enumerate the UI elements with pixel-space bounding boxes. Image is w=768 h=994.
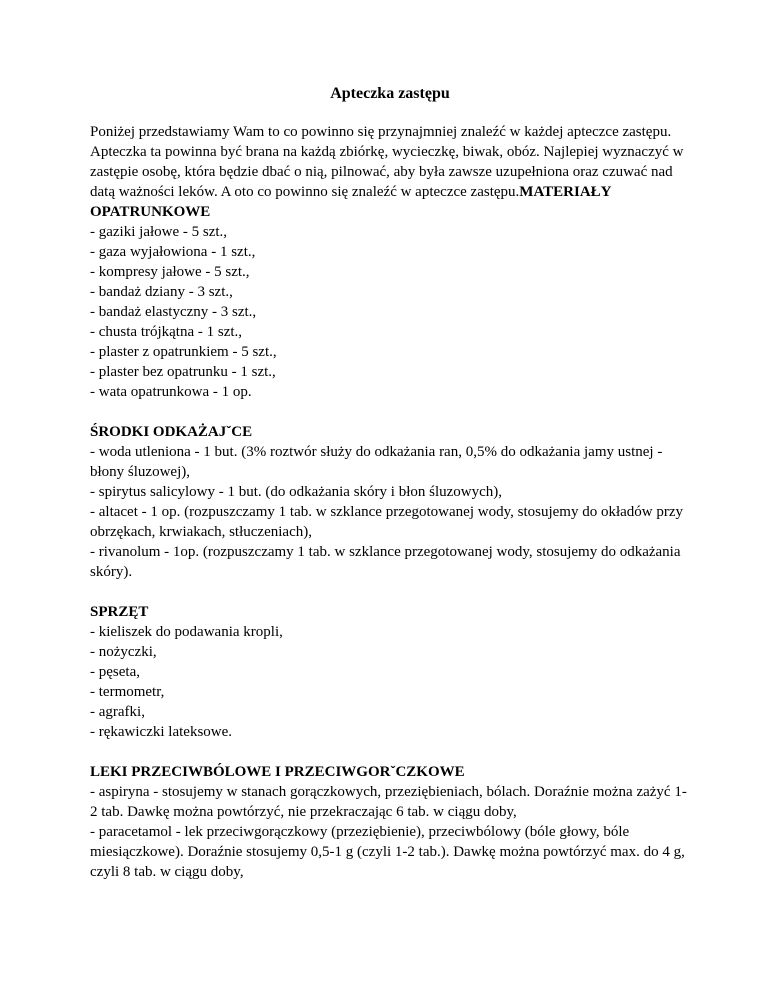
list-item: - woda utleniona - 1 but. (3% roztwór służy do odkażania ran, 0,5% do odkażania jamy ustnej - błony śluzowej),: [90, 444, 663, 480]
list-item: - bandaż dziany - 3 szt.,: [90, 284, 233, 300]
list-item: - rękawiczki lateksowe.: [90, 724, 233, 740]
list-item: - kompresy jałowe - 5 szt.,: [90, 264, 250, 280]
list-item: - rivanolum - 1op. (rozpuszczamy 1 tab. w szklance przegotowanej wody, stosujemy do odkażania skóry).: [90, 544, 681, 580]
list-item: - altacet - 1 op. (rozpuszczamy 1 tab. w szklance przegotowanej wody, stosujemy do okładów przy obrzękach, krwiakach, stłuczeniach),: [90, 504, 683, 540]
intro-paragraph: [90, 122, 690, 222]
list-item: - plaster bez opatrunku - 1 szt.,: [90, 364, 276, 380]
list-item: - gaziki jałowe - 5 szt.,: [90, 224, 228, 240]
page-title: Apteczka zastępu: [330, 85, 450, 102]
heading-disinfectants: ŚRODKI ODKAŻAJˇCE: [90, 424, 253, 440]
painkillers-list: [90, 782, 690, 882]
disinfectants-list: [90, 442, 690, 582]
list-item: - termometr,: [90, 684, 165, 700]
intro-text: Poniżej przedstawiamy Wam to co powinno się przynajmniej znaleźć w każdej apteczce zastępu. Apteczka ta powinna być brana na każdą zbiórkę, wycieczkę, biwak, obóz. Najlepiej wyznaczyć w zastępie osobę, która będzie dbać o nią, pilnować, aby była zawsze uzupełniona oraz czuwać nad datą ważności leków. A oto co powinno się znaleźć w apteczce zastępu.: [90, 124, 684, 200]
list-item: - plaster z opatrunkiem - 5 szt.,: [90, 344, 277, 360]
list-item: - agrafki,: [90, 704, 145, 720]
list-item: - kieliszek do podawania kropli,: [90, 624, 283, 640]
list-item: - gaza wyjałowiona - 1 szt.,: [90, 244, 256, 260]
heading-equipment: SPRZĘT: [90, 604, 149, 620]
list-item: - aspiryna - stosujemy w stanach gorączkowych, przeziębieniach, bólach. Doraźnie można zażyć 1-2 tab. Dawkę można powtórzyć, nie przekraczając 6 tab. w ciągu doby,: [90, 784, 687, 820]
heading-materials: MATERIAŁY OPATRUNKOWE: [90, 184, 611, 220]
equipment-list: [90, 622, 690, 742]
list-item: - paracetamol - lek przeciwgorączkowy (przeziębienie), przeciwbólowy (bóle głowy, bóle miesiączkowe). Doraźnie stosujemy 0,5-1 g (czyli 1-2 tab.). Dawkę można powtórzyć max. do 4 g, czyli 8 tab. w ciągu doby,: [90, 824, 685, 880]
document-content: [90, 82, 690, 882]
list-item: - bandaż elastyczny - 3 szt.,: [90, 304, 257, 320]
list-item: - spirytus salicylowy - 1 but. (do odkażania skóry i błon śluzowych),: [90, 484, 503, 500]
materials-list: [90, 222, 690, 402]
list-item: - nożyczki,: [90, 644, 157, 660]
list-item: - wata opatrunkowa - 1 op.: [90, 384, 252, 400]
list-item: - chusta trójkątna - 1 szt.,: [90, 324, 243, 340]
heading-painkillers: LEKI PRZECIWBÓLOWE I PRZECIWGORˇCZKOWE: [90, 764, 465, 780]
list-item: - pęseta,: [90, 664, 140, 680]
